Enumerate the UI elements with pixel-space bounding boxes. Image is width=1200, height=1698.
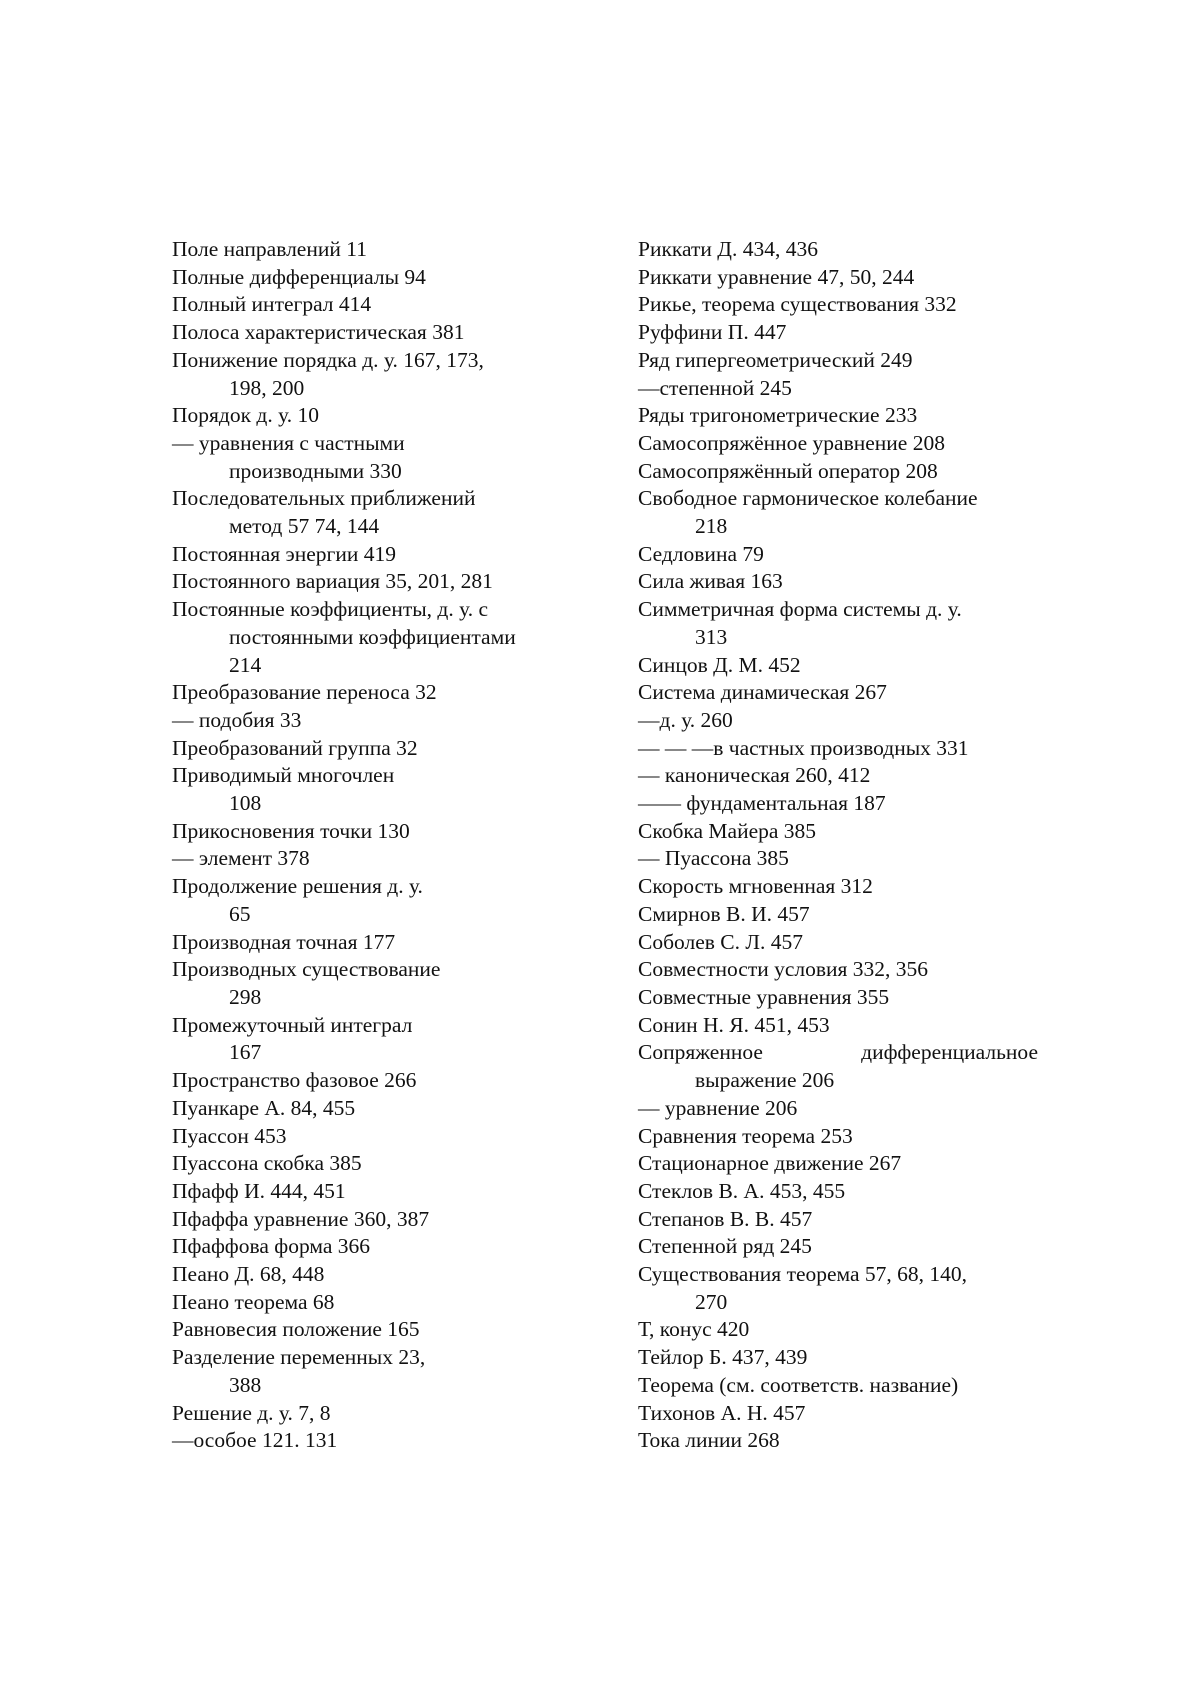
index-entry-term: Сравнения теорема 253	[638, 1123, 853, 1148]
index-entry	[172, 1095, 567, 1123]
index-entry	[172, 568, 567, 596]
index-entry	[172, 1150, 567, 1178]
index-entry-term	[638, 1039, 1038, 1067]
index-entry-term: Решение д. у. 7, 8	[172, 1400, 331, 1425]
index-entry-term: Руффини П. 447	[638, 320, 787, 345]
index-entry-term: Производная точная 177	[172, 929, 396, 954]
index-entry	[638, 1206, 1038, 1234]
index-entry	[172, 929, 567, 957]
index-entry	[172, 818, 567, 846]
index-entry-term: Пфаффа уравнение 360, 387	[172, 1206, 430, 1231]
index-entry	[638, 790, 1038, 818]
index-entry-term: —особое 121. 131	[172, 1428, 338, 1453]
index-entry-term: Пуассон 453	[172, 1123, 287, 1148]
index-entry	[638, 929, 1038, 957]
index-entry	[638, 901, 1038, 929]
index-entry-term: —степенной 245	[638, 375, 792, 400]
index-entry-term: — элемент 378	[172, 846, 310, 871]
index-entry	[638, 1039, 1038, 1094]
index-entry	[638, 1012, 1038, 1040]
index-entry	[172, 319, 567, 347]
index-entry-term: Синцов Д. М. 452	[638, 652, 801, 677]
index-entry	[638, 1427, 1038, 1455]
index-entry	[172, 1012, 567, 1067]
index-entry-term: Ряд гипергеометрический 249	[638, 347, 913, 372]
index-entry	[638, 541, 1038, 569]
index-entry-term: — уравнения с частными	[172, 430, 405, 455]
index-entry	[172, 1123, 567, 1151]
index-entry-term: Тихонов А. Н. 457	[638, 1400, 806, 1425]
index-entry-term: Совместности условия 332, 356	[638, 957, 929, 982]
index-entry-term: Пеано теорема 68	[172, 1289, 335, 1314]
index-entry	[638, 956, 1038, 984]
index-entry	[638, 1123, 1038, 1151]
index-entry-term: Полные дифференциалы 94	[172, 264, 426, 289]
index-entry	[638, 375, 1038, 403]
index-entry-term: Тейлор Б. 437, 439	[638, 1345, 808, 1370]
index-entry-term: Самосопряжённый оператор 208	[638, 458, 938, 483]
index-entry	[638, 264, 1038, 292]
index-entry	[638, 291, 1038, 319]
index-entry	[638, 430, 1038, 458]
index-entry	[638, 679, 1038, 707]
index-entry-term: Промежуточный интеграл	[172, 1012, 413, 1037]
index-entry	[638, 1150, 1038, 1178]
index-entry	[172, 845, 567, 873]
index-entry-term: Скорость мгновенная 312	[638, 874, 873, 899]
index-entry-term: Рикье, теорема существования 332	[638, 292, 957, 317]
index-entry	[172, 596, 567, 679]
index-entry	[172, 1316, 567, 1344]
index-entry	[638, 845, 1038, 873]
index-entry-term: Риккати уравнение 47, 50, 244	[638, 264, 915, 289]
index-entry-term: — уравнение 206	[638, 1095, 798, 1120]
index-entry-term: Теорема (см. соответств. название)	[638, 1372, 959, 1397]
index-entry-continuation: 218	[695, 514, 728, 539]
index-entry	[638, 1233, 1038, 1261]
index-entry	[638, 596, 1038, 651]
index-entry-term: Постоянная энергии 419	[172, 541, 396, 566]
index-column-right	[638, 236, 1038, 1455]
index-entry-term: Прикосновения точки 130	[172, 818, 410, 843]
index-entry	[638, 735, 1038, 763]
index-entry-continuation: постоянными коэффициентами	[229, 624, 516, 649]
index-entry-continuation: 214	[229, 652, 262, 677]
index-entry	[172, 873, 567, 928]
index-entry-term: Совместные уравнения 355	[638, 984, 890, 1009]
index-entry	[172, 956, 567, 1011]
index-entry	[172, 1178, 567, 1206]
index-entry	[638, 1095, 1038, 1123]
index-entry	[172, 707, 567, 735]
index-entry	[638, 347, 1038, 375]
index-entry-term: Постоянные коэффициенты, д. у. с	[172, 597, 489, 622]
index-entry-term: —— фундаментальная 187	[638, 791, 886, 816]
index-entry-term: Степенной ряд 245	[638, 1234, 812, 1259]
index-entry-term: — Пуассона 385	[638, 846, 789, 871]
index-entry-term: Сонин Н. Я. 451, 453	[638, 1012, 830, 1037]
index-entry	[638, 1261, 1038, 1316]
index-entry-term: Пуассона скобка 385	[172, 1151, 362, 1176]
index-entry-term: Полоса характеристическая 381	[172, 320, 465, 345]
index-entry	[638, 762, 1038, 790]
index-entry	[172, 1427, 567, 1455]
index-entry	[172, 541, 567, 569]
index-entry	[172, 679, 567, 707]
index-entry-term: Риккати Д. 434, 436	[638, 237, 818, 261]
index-entry-term: Скобка Майера 385	[638, 818, 817, 843]
index-entry-term: Пфаффова форма 366	[172, 1234, 371, 1259]
index-entry	[638, 1178, 1038, 1206]
index-entry	[638, 1400, 1038, 1428]
index-entry	[172, 485, 567, 540]
index-entry-term: Тока линии 268	[638, 1428, 780, 1453]
index-entry-term: Порядок д. у. 10	[172, 403, 319, 428]
index-entry	[172, 347, 567, 402]
index-entry-term: Стеклов В. А. 453, 455	[638, 1178, 846, 1203]
index-entry-term: Последовательных приближений	[172, 486, 476, 511]
index-entry	[172, 1067, 567, 1095]
index-entry	[172, 264, 567, 292]
index-entry	[638, 652, 1038, 680]
index-entry-term: Симметричная форма системы д. у.	[638, 597, 962, 622]
index-entry	[638, 458, 1038, 486]
index-entry	[638, 485, 1038, 540]
index-entry-term: Приводимый многочлен	[172, 763, 395, 788]
index-entry	[172, 1261, 567, 1289]
index-entry-continuation: 65	[229, 901, 251, 926]
index-entry-term: Полный интеграл 414	[172, 292, 372, 317]
index-entry-term: —д. у. 260	[638, 707, 733, 732]
index-column-left	[172, 236, 567, 1455]
index-entry-term: Степанов В. В. 457	[638, 1206, 813, 1231]
index-entry-word: Сопряженное	[638, 1040, 763, 1065]
index-entry-term: Смирнов В. И. 457	[638, 901, 810, 926]
index-entry-term: Пеано Д. 68, 448	[172, 1262, 325, 1287]
index-entry-term: Т, конус 420	[638, 1317, 750, 1342]
index-entry-term: Соболев С. Л. 457	[638, 929, 803, 954]
index-entry-word: дифференциальное	[861, 1040, 1038, 1065]
index-entry-term: Понижение порядка д. у. 167, 173,	[172, 347, 484, 372]
index-entry	[638, 873, 1038, 901]
index-entry-term: — — —в частных производных 331	[638, 735, 969, 760]
index-entry-term: — подобия 33	[172, 707, 302, 732]
index-entry-term: Свободное гармоническое колебание	[638, 486, 978, 511]
index-entry	[638, 818, 1038, 846]
index-entry-term: Самосопряжённое уравнение 208	[638, 430, 945, 455]
index-entry	[172, 236, 567, 264]
index-entry-continuation: выражение 206	[695, 1068, 835, 1093]
index-entry	[638, 984, 1038, 1012]
index-entry-continuation: метод 57 74, 144	[229, 514, 380, 539]
index-entry-continuation: 108	[229, 791, 262, 816]
index-entry	[638, 402, 1038, 430]
index-entry	[172, 1233, 567, 1261]
index-entry-term: Пфафф И. 444, 451	[172, 1178, 346, 1203]
index-entry-continuation: 198, 200	[229, 375, 305, 400]
index-entry-term: Пуанкаре А. 84, 455	[172, 1095, 356, 1120]
index-entry-term: Существования теорема 57, 68, 140,	[638, 1262, 968, 1287]
index-entry	[172, 1400, 567, 1428]
index-entry-term: Седловина 79	[638, 541, 764, 566]
index-entry-continuation: 313	[695, 624, 728, 649]
index-entry	[638, 236, 1038, 264]
index-entry-term: Равновесия положение 165	[172, 1317, 420, 1342]
index-entry-term: — каноническая 260, 412	[638, 763, 871, 788]
index-entry	[172, 1289, 567, 1317]
index-entry	[638, 319, 1038, 347]
index-entry	[172, 430, 567, 485]
index-entry-term: Система динамическая 267	[638, 680, 887, 705]
index-entry-term: Ряды тригонометрические 233	[638, 403, 918, 428]
index-entry-term: Пространство фазовое 266	[172, 1068, 417, 1093]
index-entry-continuation: 298	[229, 984, 262, 1009]
index-entry	[172, 735, 567, 763]
index-entry	[638, 1372, 1038, 1400]
index-entry-term: Поле направлений 11	[172, 237, 367, 261]
index-entry-continuation: 270	[695, 1289, 728, 1314]
index-entry-continuation: производными 330	[229, 458, 402, 483]
index-entry-term: Производных существование	[172, 957, 441, 982]
index-entry-continuation: 388	[229, 1372, 262, 1397]
index-entry	[172, 1344, 567, 1399]
index-entry-term: Постоянного вариация 35, 201, 281	[172, 569, 493, 594]
index-entry	[638, 707, 1038, 735]
index-entry	[172, 762, 567, 817]
index-entry	[172, 291, 567, 319]
index-entry	[638, 1316, 1038, 1344]
index-entry	[172, 1206, 567, 1234]
index-entry-term: Продолжение решения д. у.	[172, 874, 423, 899]
index-entry-continuation: 167	[229, 1040, 262, 1065]
index-entry-term: Преобразований группа 32	[172, 735, 418, 760]
index-entry-term: Преобразование переноса 32	[172, 680, 437, 705]
index-entry	[638, 568, 1038, 596]
index-entry-term: Разделение переменных 23,	[172, 1345, 426, 1370]
index-entry	[638, 1344, 1038, 1372]
index-entry-term: Сила живая 163	[638, 569, 783, 594]
index-entry-term: Стационарное движение 267	[638, 1151, 902, 1176]
index-entry	[172, 402, 567, 430]
